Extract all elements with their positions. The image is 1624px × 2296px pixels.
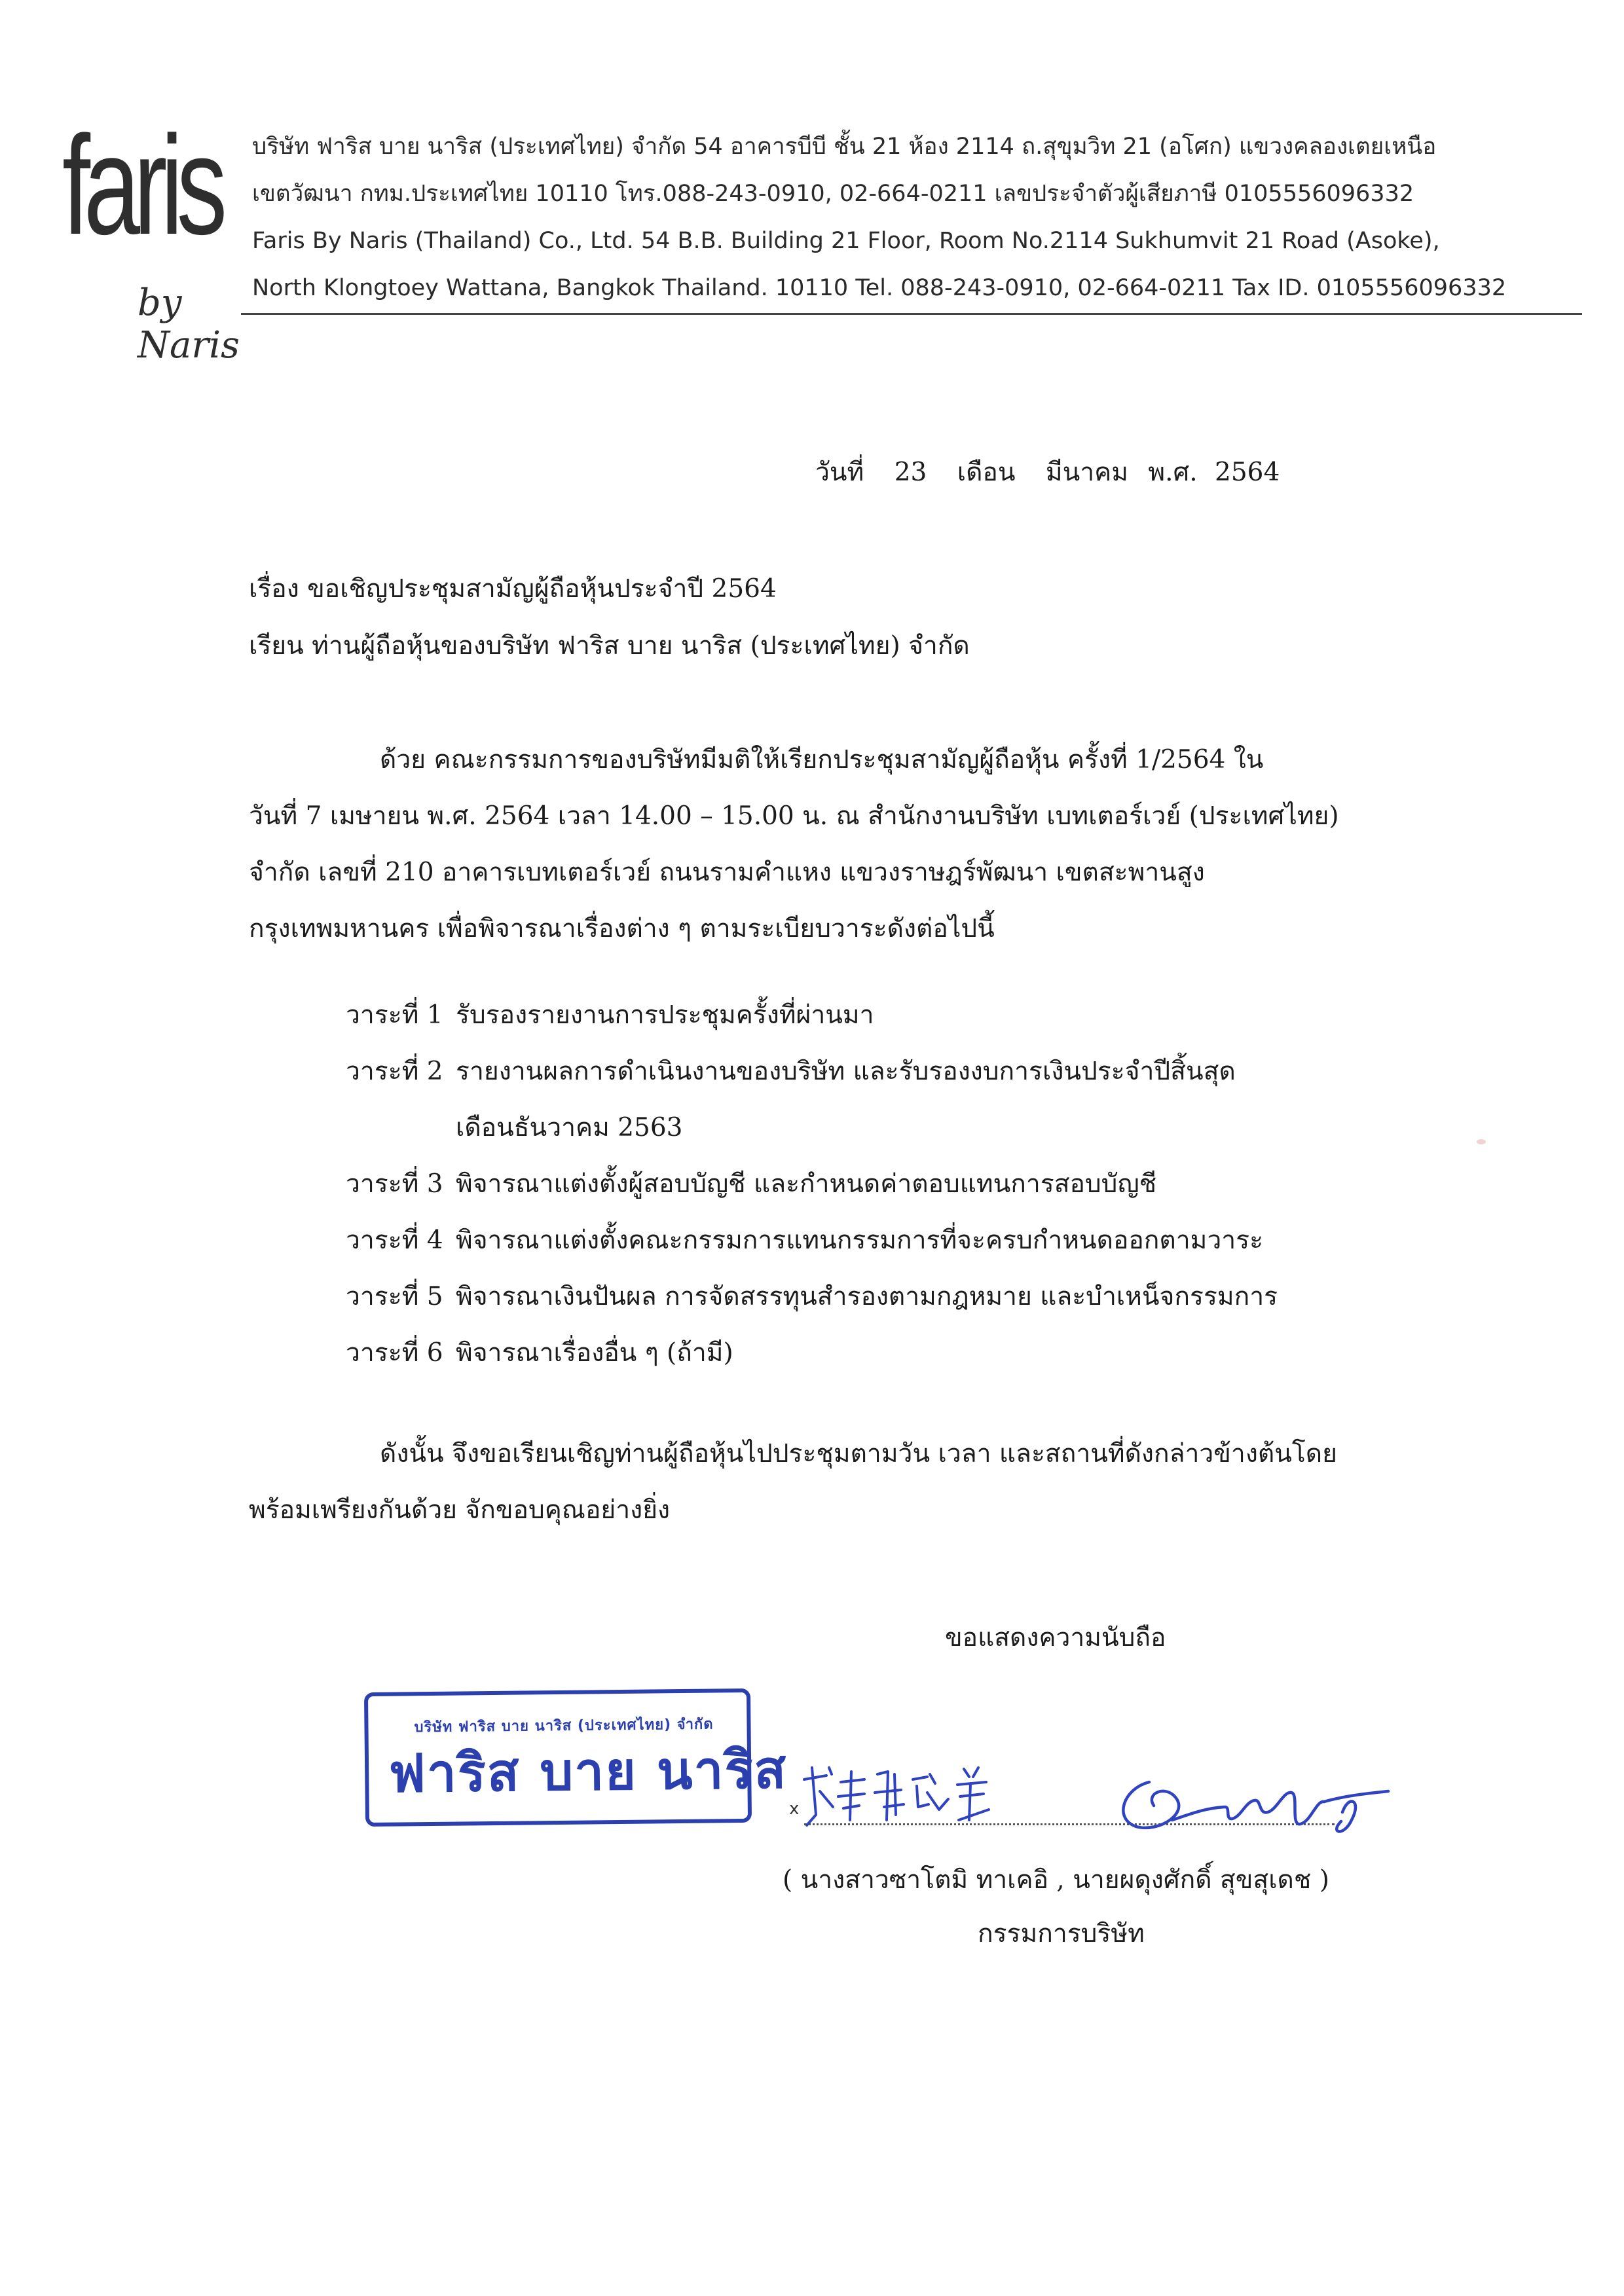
letterhead-line-4: North Klongtoey Wattana, Bangkok Thailand. 10110 Tel. 088-243-0910, 02-664-0211 Tax ID. 0105556096332: [252, 275, 1507, 301]
company-stamp: [364, 1688, 788, 1827]
date-day: 23: [894, 458, 927, 487]
agenda-item: [346, 1044, 1278, 1100]
handwritten-signatures: [773, 1728, 1414, 1846]
intro-paragraph: [249, 732, 1375, 957]
signature-1: [804, 1768, 989, 1825]
signer-names: ( นางสาวซาโตมิ ทาเคอิ , นายผดุงศักดิ์ สุขสุเดช ): [783, 1865, 1329, 1895]
letterhead-line-2: เขตวัฒนา กทม.ประเทศไทย 10110 โทร.088-243-0910, 02-664-0211 เลขประจำตัวผู้เสียภาษี 0105556096332: [252, 181, 1414, 207]
intro-line: จำกัด เลขที่ 210 อาคารเบทเตอร์เวย์ ถนนรามคำแหง แขวงราษฎร์พัฒนา เขตสะพานสูง: [249, 858, 1205, 887]
agenda-text: รายงานผลการดำเนินงานของบริษัท และรับรองงบการเงินประจำปีสิ้นสุด: [456, 1057, 1236, 1086]
logo-byline: by Naris: [138, 282, 240, 367]
intro-line: วันที่ 7 เมษายน พ.ศ. 2564 เวลา 14.00 – 15.00 น. ณ สำนักงานบริษัท เบทเตอร์เวย์ (ประเทศไทย): [249, 801, 1339, 831]
company-logo: [62, 106, 240, 367]
signer-title: กรรมการบริษัท: [978, 1919, 1145, 1948]
date-year: 2564: [1215, 458, 1280, 487]
agenda-item: [346, 1269, 1278, 1325]
letter-subject: เรื่อง ขอเชิญประชุมสามัญผู้ถือหุ้นประจำปี 2564: [249, 574, 777, 604]
agenda-item: [346, 1212, 1278, 1269]
agenda-number: วาระที่ 1: [346, 1000, 443, 1030]
agenda-item: [346, 987, 1278, 1044]
agenda-text: พิจารณาเรื่องอื่น ๆ (ถ้ามี): [456, 1338, 733, 1368]
closing-regards: ขอแสดงความนับถือ: [945, 1623, 1166, 1652]
closing-line: พร้อมเพรียงกันด้วย จักขอบคุณอย่างยิ่ง: [249, 1495, 671, 1525]
stamp-company-name: บริษัท ฟาริส บาย นาริส (ประเทศไทย) จำกัด: [414, 1716, 714, 1736]
signature-x-mark: x: [789, 1799, 800, 1819]
stamp-brand-name: ฟาริส บาย นาริส: [388, 1739, 788, 1804]
agenda-list: [346, 987, 1278, 1381]
letterhead-divider: [241, 313, 1582, 315]
intro-line: กรุงเทพมหานคร เพื่อพิจารณาเรื่องต่าง ๆ ตามระเบียบวาระดังต่อไปนี้: [249, 914, 995, 943]
letterhead-address: [252, 123, 1575, 312]
intro-line: ด้วย คณะกรรมการของบริษัทมีมติให้เรียกประชุมสามัญผู้ถือหุ้น ครั้งที่ 1/2564 ใน: [380, 745, 1264, 774]
date-month: มีนาคม: [1045, 458, 1128, 487]
agenda-number: วาระที่ 6: [346, 1338, 443, 1368]
agenda-text: พิจารณาแต่งตั้งผู้สอบบัญชี และกำหนดค่าตอบแทนการสอบบัญชี: [456, 1169, 1157, 1199]
agenda-item: [346, 1325, 1278, 1381]
agenda-text: รับรองรายงานการประชุมครั้งที่ผ่านมา: [456, 1000, 874, 1030]
date-day-label: วันที่: [815, 458, 864, 487]
scan-mark: [1477, 1139, 1486, 1144]
agenda-number: วาระที่ 4: [346, 1226, 443, 1255]
agenda-text-continuation: เดือนธันวาคม 2563: [456, 1113, 683, 1142]
closing-paragraph: [249, 1426, 1375, 1539]
date-month-label: เดือน: [957, 458, 1016, 487]
letterhead-line-1: บริษัท ฟาริส บาย นาริส (ประเทศไทย) จำกัด 54 อาคารบีบี ชั้น 21 ห้อง 2114 ถ.สุขุมวิท 21 (อโศก) แขวงคลองเตยเหนือ: [252, 134, 1437, 160]
agenda-number: วาระที่ 2: [346, 1057, 443, 1086]
agenda-number: วาระที่ 3: [346, 1169, 443, 1199]
letter-date: [815, 452, 1302, 492]
agenda-text: พิจารณาแต่งตั้งคณะกรรมการแทนกรรมการที่จะครบกำหนดออกตามวาระ: [456, 1226, 1264, 1255]
closing-line: ดังนั้น จึงขอเรียนเชิญท่านผู้ถือหุ้นไปประชุมตามวัน เวลา และสถานที่ดังกล่าวข้างต้นโดย: [380, 1439, 1337, 1468]
signature-2: [1123, 1782, 1388, 1832]
agenda-item: [346, 1156, 1278, 1212]
letter-recipient: เรียน ท่านผู้ถือหุ้นของบริษัท ฟาริส บาย นาริส (ประเทศไทย) จำกัด: [249, 631, 970, 661]
logo-wordmark: faris: [62, 106, 221, 264]
agenda-text: พิจารณาเงินปันผล การจัดสรรทุนสำรองตามกฎหมาย และบำเหน็จกรรมการ: [456, 1282, 1278, 1311]
date-year-label: พ.ศ.: [1148, 458, 1198, 487]
agenda-item-continuation: [346, 1100, 1278, 1156]
agenda-number: วาระที่ 5: [346, 1282, 443, 1311]
letterhead-line-3: Faris By Naris (Thailand) Co., Ltd. 54 B.B. Building 21 Floor, Room No.2114 Sukhumvit 21 Road (Asoke),: [252, 228, 1440, 254]
